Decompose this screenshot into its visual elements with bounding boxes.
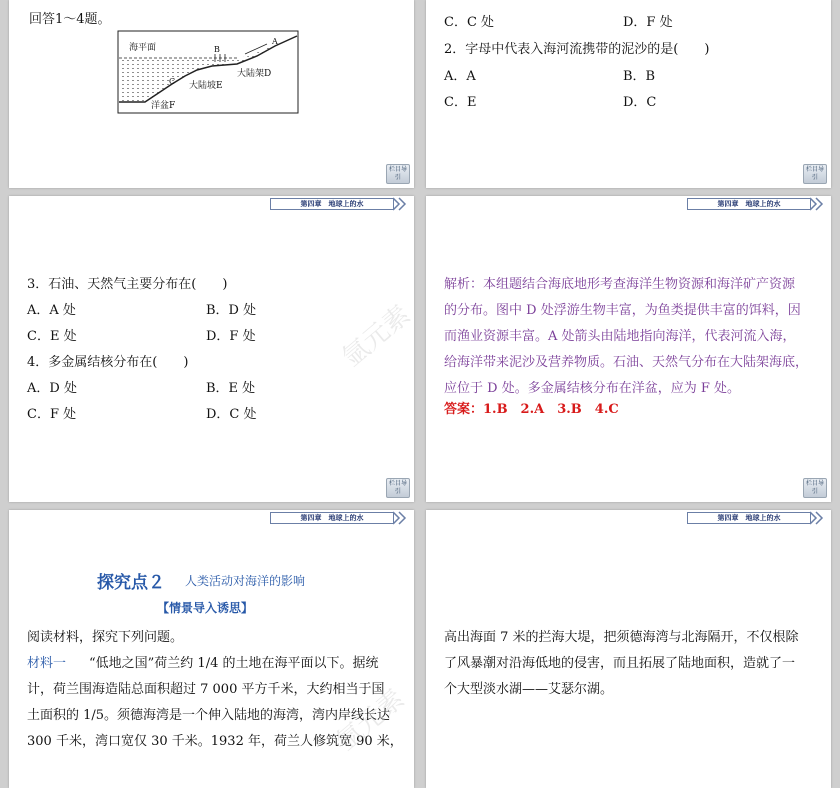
explanation-line-5: 应位于 D 处。多金属结核分布在洋盆，应为 F 处。 xyxy=(444,381,740,396)
chapter-label: 第四章 地球上的水 xyxy=(270,512,394,524)
material-line-5: 高出海面 7 米的拦海大堤，把须德海湾与北海隔开，不仅根除 xyxy=(444,630,799,645)
material-line-7: 个大型淡水湖——艾瑟尔湖。 xyxy=(444,682,614,697)
explanation-line-3: 而渔业资源丰富。A 处箭头由陆地指向海洋，代表河流入海， xyxy=(444,329,796,344)
explanation-line-4: 给海洋带来泥沙及营养物质。石油、天然气分布在大陆架海底， xyxy=(444,355,809,370)
nav-guide-button[interactable]: 栏目导引 xyxy=(386,478,410,498)
q2-option-c: C．E xyxy=(444,95,477,110)
chapter-banner xyxy=(270,511,410,525)
chapter-banner xyxy=(270,197,410,211)
q3-option-c: C．E 处 xyxy=(27,329,77,344)
slide-4 xyxy=(337,196,831,502)
material-line-6: 了风暴潮对沿海低地的侵害，而且拓展了陆地面积，造就了一 xyxy=(444,656,796,671)
q3-option-b: B．D 处 xyxy=(206,303,257,318)
material-line-1: “低地之国”荷兰约 1/4 的土地在海平面以下。据统 xyxy=(89,656,379,671)
material-line-2: 计，荷兰围海造陆总面积超过 7 000 平方千米，大约相当于国 xyxy=(27,682,385,697)
q4-option-b: B．E 处 xyxy=(206,381,256,396)
section-title-main: 探究点２ xyxy=(97,573,165,593)
q3-option-d: D．F 处 xyxy=(206,329,256,344)
label-sea-level: 海平面 xyxy=(129,43,157,53)
slide-1 xyxy=(9,0,414,188)
material-line-3: 土面积的 1/5。须德海湾是一个伸入陆地的海湾，湾内岸线长达 xyxy=(27,708,391,723)
intro-text: 回答1～4题。 xyxy=(29,12,111,27)
q3-option-a: A．A 处 xyxy=(27,303,76,318)
chevron-icon xyxy=(809,197,827,211)
nav-guide-button[interactable]: 栏目导引 xyxy=(803,478,827,498)
chapter-banner xyxy=(687,197,827,211)
chapter-label: 第四章 地球上的水 xyxy=(687,512,811,524)
q2-option-b: B．B xyxy=(623,69,656,84)
label-a: A xyxy=(272,37,278,46)
answer-line: 答案：1.B 2.A 3.B 4.C xyxy=(444,402,619,417)
label-b: B xyxy=(214,45,220,54)
slide-2 xyxy=(426,0,831,188)
section-heading: 【情景导入诱思】 xyxy=(157,601,254,615)
seafloor-diagram xyxy=(117,30,299,114)
lead-text: 阅读材料，探究下列问题。 xyxy=(27,630,184,645)
label-d: 大陆架D xyxy=(237,69,272,79)
watermark: 氩元素 xyxy=(337,299,417,373)
chevron-icon xyxy=(392,511,410,525)
chapter-banner xyxy=(687,511,827,525)
chapter-label: 第四章 地球上的水 xyxy=(270,198,394,210)
chapter-label: 第四章 地球上的水 xyxy=(687,198,811,210)
nav-guide-button[interactable]: 栏目导引 xyxy=(803,164,827,184)
chevron-icon xyxy=(809,511,827,525)
section-title-sub: 人类活动对海洋的影响 xyxy=(185,574,306,588)
q2-option-a: A．A xyxy=(444,69,476,84)
chevron-icon xyxy=(392,197,410,211)
label-e: 大陆坡E xyxy=(189,81,223,91)
label-f: 洋盆F xyxy=(151,101,176,111)
watermark: 氩元素 xyxy=(331,683,411,757)
slide-6 xyxy=(331,510,831,788)
q4-option-d: D．C 处 xyxy=(206,407,257,422)
q2-option-d: D．C xyxy=(623,95,657,110)
nav-guide-button[interactable]: 栏目导引 xyxy=(386,164,410,184)
material-line-4: 300 千米，湾口宽仅 30 千米。1932 年，荷兰人修筑宽 90 米， xyxy=(27,734,403,749)
q1-option-d: D．F 处 xyxy=(623,15,673,30)
question-4: 4．多金属结核分布在( ) xyxy=(27,355,189,370)
material-label: 材料一 xyxy=(27,656,67,671)
q4-option-a: A．D 处 xyxy=(27,381,77,396)
question-3: 3．石油、天然气主要分布在( ) xyxy=(27,277,228,292)
question-2: 2．字母中代表入海河流携带的泥沙的是( ) xyxy=(444,42,710,57)
explanation-line-1: 解析：本组题结合海底地形考查海洋生物资源和海洋矿产资源 xyxy=(444,277,796,292)
q1-option-c: C．C 处 xyxy=(444,15,495,30)
q4-option-c: C．F 处 xyxy=(27,407,77,422)
label-c: C xyxy=(169,77,176,86)
explanation-line-2: 的分布。图中 D 处浮游生物丰富，为鱼类提供丰富的饵料，因 xyxy=(444,303,801,318)
